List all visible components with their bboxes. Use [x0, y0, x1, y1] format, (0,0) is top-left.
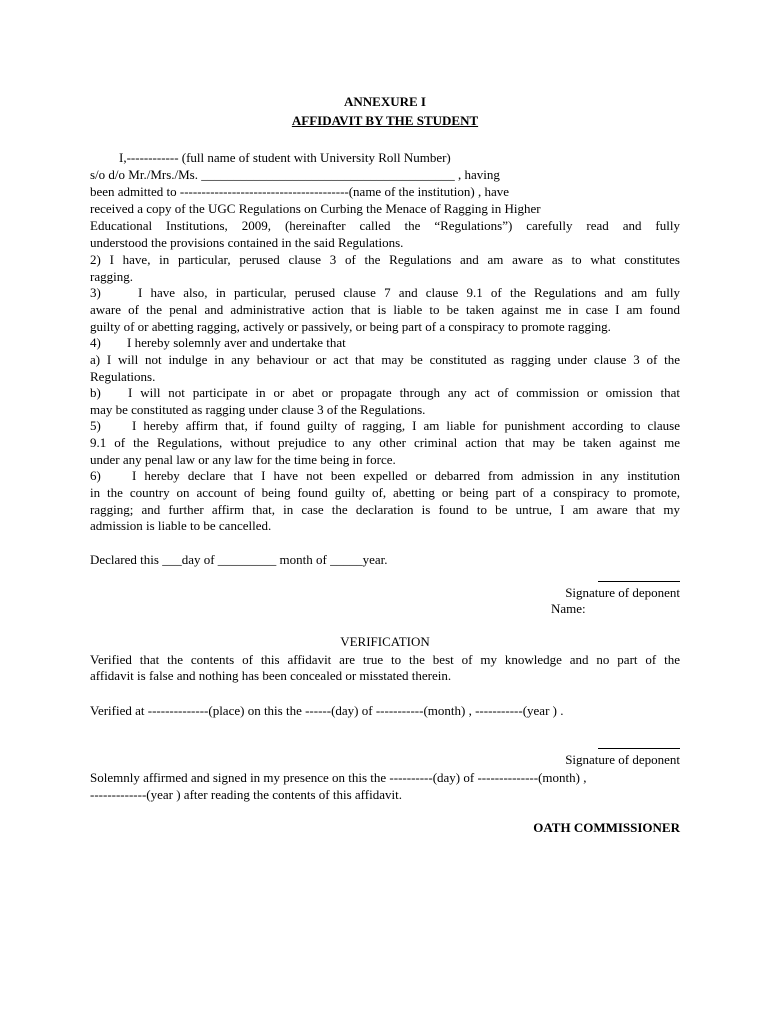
signature-line	[598, 581, 680, 582]
clause-4b-line: may be constituted as ragging under clause 3 of the Regulations.	[90, 402, 426, 417]
clause-2-line: ragging.	[90, 269, 133, 284]
annexure-heading: ANNEXURE I	[344, 94, 426, 109]
signature-line	[598, 748, 680, 749]
intro-line: received a copy of the UGC Regulations on Curbing the Menace of Ragging in Higher	[90, 201, 541, 216]
clause-4b-line: I will not participate in or abet or propagate through any act of commission or omission that	[128, 385, 680, 400]
clause-4a-line: a) I will not indulge in any behaviour or act that may be constituted as ragging under clause 3 of the	[90, 352, 680, 367]
clause-5-line: 9.1 of the Regulations, without prejudice to any other criminal action that may be taken against me	[90, 435, 680, 450]
intro-line: Educational Institutions, 2009, (hereinafter called the “Regulations”) carefully read and fully	[90, 218, 680, 233]
signature-label: Signature of deponent	[565, 585, 680, 600]
affidavit-title: AFFIDAVIT BY THE STUDENT	[291, 113, 479, 128]
clause-4-line: I hereby solemnly aver and undertake that	[127, 335, 346, 350]
clause-5-line: I hereby affirm that, if found guilty of ragging, I am liable for punishment according to clause	[132, 418, 680, 433]
clause-5-line: under any penal law or any law for the time being in force.	[90, 452, 396, 467]
verification-line: affidavit is false and nothing has been concealed or misstated therein.	[90, 668, 452, 683]
clause-4-number: 4)	[90, 335, 101, 350]
declared-line: Declared this ___day of _________ month of _____year.	[90, 552, 388, 567]
verification-line: Verified that the contents of this affidavit are true to the best of my knowledge and no part of the	[90, 652, 680, 667]
clause-2-line: 2) I have, in particular, perused clause 3 of the Regulations and am aware as to what constitutes	[90, 252, 680, 267]
verification-heading: VERIFICATION	[340, 634, 430, 649]
clause-5-number: 5)	[90, 418, 101, 433]
clause-6-line: ragging; and further affirm that, in case the declaration is found to be untrue, I am aware that my	[90, 502, 680, 517]
clause-3-line: I have also, in particular, perused clause 7 and clause 9.1 of the Regulations and am fully	[138, 285, 680, 300]
intro-line: s/o d/o Mr./Mrs./Ms. _______________________________________ , having	[90, 167, 500, 182]
intro-line: understood the provisions contained in the said Regulations.	[90, 235, 404, 250]
clause-3-line: aware of the penal and administrative action that is liable to be taken against me in case I am found	[90, 302, 680, 317]
clause-6-number: 6)	[90, 468, 101, 483]
affirmed-line: Solemnly affirmed and signed in my presence on this the ----------(day) of --------------(month) ,	[90, 770, 587, 785]
clause-6-line: admission is liable to be cancelled.	[90, 518, 272, 533]
intro-line: I,------------ (full name of student with University Roll Number)	[119, 150, 451, 165]
clause-4a-line: Regulations.	[90, 369, 156, 384]
signature-label: Signature of deponent	[565, 752, 680, 767]
clause-6-line: I hereby declare that I have not been expelled or debarred from admission in any institution	[132, 468, 680, 483]
affirmed-line: -------------(year ) after reading the contents of this affidavit.	[90, 787, 402, 802]
clause-6-line: in the country on account of being found guilty of, abetting or being part of a conspiracy to promote,	[90, 485, 680, 500]
clause-3-number: 3)	[90, 285, 101, 300]
intro-line: been admitted to ---------------------------------------(name of the institution) , have	[90, 184, 510, 199]
clause-4b-number: b)	[90, 385, 101, 400]
oath-commissioner: OATH COMMISSIONER	[533, 820, 680, 835]
name-label: Name:	[551, 601, 586, 616]
verified-at-line: Verified at --------------(place) on this the ------(day) of -----------(month) , -----------(year ) .	[90, 703, 564, 718]
clause-3-line: guilty of or abetting ragging, actively or passively, or being part of a conspiracy to promote ragging.	[90, 319, 611, 334]
